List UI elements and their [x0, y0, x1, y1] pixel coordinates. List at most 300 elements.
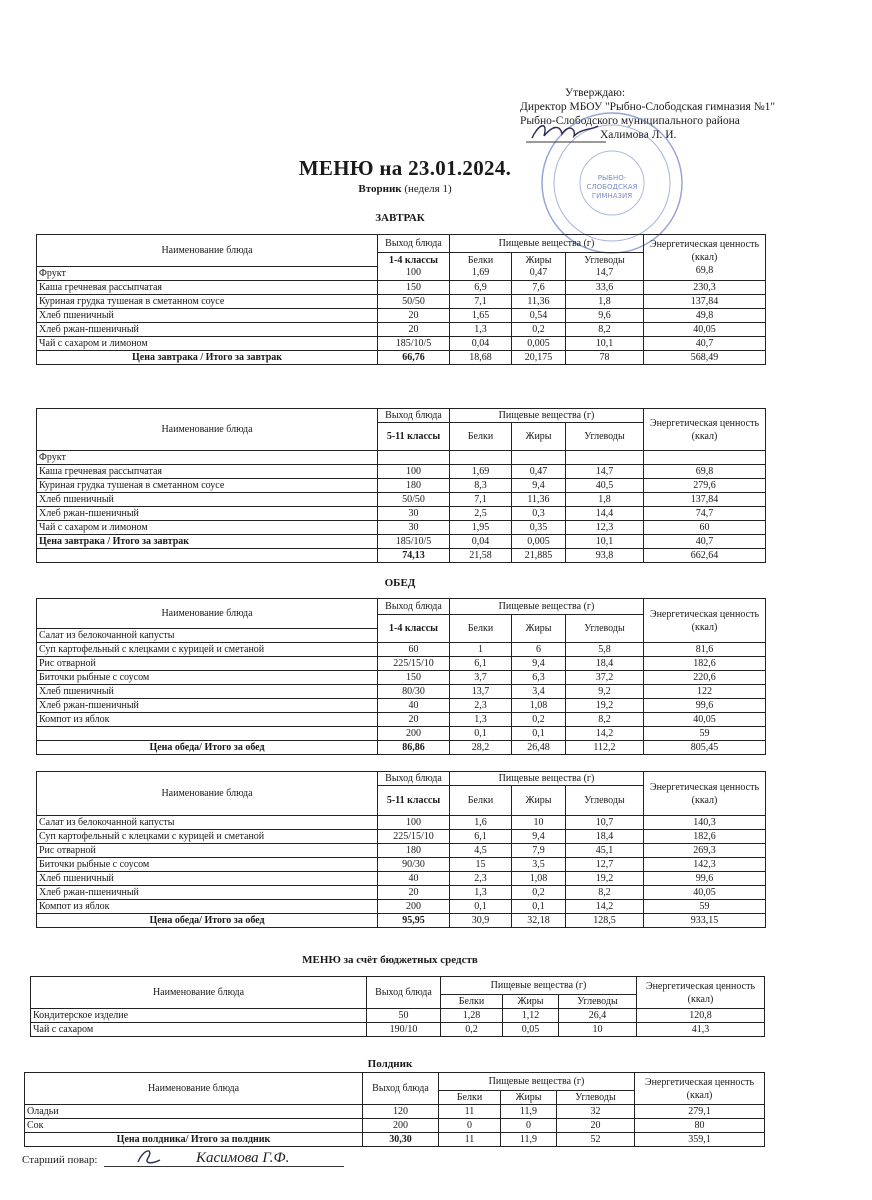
director-signature	[522, 118, 612, 148]
header-carbs: Углеводы	[566, 615, 644, 643]
protein-value: 0	[439, 1119, 501, 1133]
day-line	[0, 183, 810, 195]
header-dish: Наименование блюда	[31, 977, 367, 1009]
energy-value: 40,05	[644, 886, 766, 900]
total-energy: 359,1	[635, 1133, 765, 1147]
header-energy: Энергетическая ценность (ккал)	[637, 977, 765, 1009]
dish-name: Биточки рыбные с соусом	[37, 858, 378, 872]
yield-value: 225/15/10	[378, 830, 450, 844]
table-row	[37, 281, 766, 295]
protein-value: 15	[450, 858, 512, 872]
carbs-value: 40,5	[566, 479, 644, 493]
yield-value: 120	[363, 1105, 439, 1119]
section-snack: Полдник	[367, 1058, 413, 1070]
budget-table	[30, 976, 765, 1037]
total-label: Цена обеда/ Итого за обед	[37, 914, 378, 928]
dish-name: Чай с сахаром и лимоном	[37, 337, 378, 351]
energy-value: 81,6	[644, 643, 766, 657]
table-row	[37, 643, 766, 657]
carbs-value: 14,2	[566, 900, 644, 914]
header-yield: Выход блюда	[367, 977, 441, 1009]
carbs-value: 9,6	[566, 309, 644, 323]
yield-value: 40	[378, 872, 450, 886]
total-energy: 662,64	[644, 549, 766, 563]
fat-value: 11,9	[501, 1105, 557, 1119]
fat-value: 6,3	[512, 671, 566, 685]
breakfast-5-11-table	[36, 408, 766, 563]
yield-value	[378, 451, 450, 465]
header-nutrients: Пищевые вещества (г)	[450, 599, 644, 615]
energy-value	[644, 451, 766, 465]
header-protein: Белки	[450, 786, 512, 816]
fat-value: 6	[512, 643, 566, 657]
protein-value: 2,3	[450, 699, 512, 713]
energy-value: 49,8	[644, 309, 766, 323]
carbs-value: 14,7	[566, 465, 644, 479]
header-nutrients: Пищевые вещества (г)	[450, 409, 644, 423]
protein-value: 0,2	[441, 1023, 503, 1037]
total-row	[37, 549, 766, 563]
dish-name: Кондитерское изделие	[31, 1009, 367, 1023]
section-breakfast: ЗАВТРАК	[375, 212, 425, 224]
energy-value: 69,8	[644, 465, 766, 479]
header-carbs: Углеводы	[559, 995, 637, 1009]
yield-value: 180	[378, 479, 450, 493]
protein-value: 1,69	[471, 266, 490, 278]
approval-name: Халимова Л. И.	[600, 129, 677, 141]
table-row	[25, 1105, 765, 1119]
dish-name: Хлеб ржан-пшеничный	[37, 886, 378, 900]
total-label: Цена завтрака / Итого за завтрак	[37, 351, 378, 365]
dish-name: Хлеб ржан-пшеничный	[37, 323, 378, 337]
total-label: Цена обеда/ Итого за обед	[37, 741, 378, 755]
protein-value: 2,3	[450, 872, 512, 886]
header-energy: Энергетическая ценность (ккал)	[635, 1073, 765, 1105]
table-row	[37, 699, 766, 713]
fat-value: 0,005	[512, 337, 566, 351]
fat-value: 7,9	[512, 844, 566, 858]
total-protein: 30,9	[450, 914, 512, 928]
carbs-value: 10	[559, 1023, 637, 1037]
fat-value: 1,08	[512, 699, 566, 713]
header-protein: Белки 1,69	[450, 253, 512, 281]
header-dish: Наименование блюда	[37, 772, 378, 816]
total-protein: 28,2	[450, 741, 512, 755]
header-dish: Наименование блюда	[37, 409, 378, 451]
protein-value: 1,69	[450, 465, 512, 479]
carbs-value: 12,3	[566, 521, 644, 535]
header-yield: Выход блюда	[378, 409, 450, 423]
fat-value: 10	[512, 816, 566, 830]
breakfast-1-4-table	[36, 234, 766, 365]
energy-value: 59	[644, 727, 766, 741]
fat-value: 0	[501, 1119, 557, 1133]
header-nutrients: Пищевые вещества (г)	[450, 235, 644, 253]
table-row	[25, 1119, 765, 1133]
header-fat: Жиры 0,47	[512, 253, 566, 281]
protein-value	[450, 451, 512, 465]
carbs-value: 10,7	[566, 816, 644, 830]
fat-value: 0,2	[512, 886, 566, 900]
total-carbs: 112,2	[566, 741, 644, 755]
total-carbs: 128,5	[566, 914, 644, 928]
carbs-value: 14,7	[595, 266, 614, 278]
fat-value: 0,54	[512, 309, 566, 323]
table-row	[37, 816, 766, 830]
svg-text:РЫБНО-: РЫБНО-	[597, 174, 627, 182]
protein-value: 6,1	[450, 657, 512, 671]
table-row	[37, 465, 766, 479]
fat-value: 0,1	[512, 727, 566, 741]
carbs-value: 8,2	[566, 886, 644, 900]
energy-value: 40,05	[644, 713, 766, 727]
section-budget: МЕНЮ за счёт бюджетных средств	[302, 954, 478, 966]
total-label: Цена полдника/ Итого за полдник	[25, 1133, 363, 1147]
table-row	[37, 900, 766, 914]
dish-name: Оладьи	[25, 1105, 363, 1119]
energy-value: 122	[644, 685, 766, 699]
protein-value: 1,95	[450, 521, 512, 535]
carbs-value: 1,8	[566, 295, 644, 309]
table-row	[37, 295, 766, 309]
yield-value: 150	[378, 671, 450, 685]
dish-name: Хлеб пшеничный	[37, 872, 378, 886]
header-yield: Выход блюда	[378, 772, 450, 786]
dish-name: Фрукт	[37, 267, 378, 281]
fat-value: 1,12	[503, 1009, 559, 1023]
table-row	[31, 1023, 765, 1037]
carbs-value: 18,4	[566, 830, 644, 844]
carbs-value: 1,8	[566, 493, 644, 507]
total-fat: 21,885	[512, 549, 566, 563]
energy-value: 220,6	[644, 671, 766, 685]
header-grades: 5-11 классы	[378, 423, 450, 451]
protein-value: 0,04	[450, 535, 512, 549]
energy-value: 230,3	[644, 281, 766, 295]
dish-name: Салат из белокочанной капусты	[37, 816, 378, 830]
header-grades: 5-11 классы	[378, 786, 450, 816]
energy-value: 182,6	[644, 830, 766, 844]
protein-value: 8,3	[450, 479, 512, 493]
carbs-value: 33,6	[566, 281, 644, 295]
header-yield: Выход блюда	[378, 599, 450, 615]
carbs-value: 10,1	[566, 337, 644, 351]
header-dish: Наименование блюда	[25, 1073, 363, 1105]
total-spacer	[37, 549, 378, 563]
energy-value: 279,6	[644, 479, 766, 493]
header-grades: 1-4 классы 100	[378, 253, 450, 281]
dish-name: Биточки рыбные с соусом	[37, 671, 378, 685]
table-row	[37, 671, 766, 685]
header-carbs: Углеводы	[566, 423, 644, 451]
header-nutrients: Пищевые вещества (г)	[441, 977, 637, 995]
yield-value: 180	[378, 844, 450, 858]
protein-value: 6,9	[450, 281, 512, 295]
yield-value: 200	[363, 1119, 439, 1133]
energy-value: 40,05	[644, 323, 766, 337]
table-row	[37, 479, 766, 493]
total-row	[37, 741, 766, 755]
energy-value: 59	[644, 900, 766, 914]
lunch-1-4-table	[36, 598, 766, 755]
header-energy: Энергетическая ценность (ккал)	[644, 599, 766, 643]
dish-name: Куриная грудка тушеная в сметанном соусе	[37, 479, 378, 493]
header-nutrients: Пищевые вещества (г)	[450, 772, 644, 786]
carbs-value: 19,2	[566, 699, 644, 713]
fat-value: 1,08	[512, 872, 566, 886]
table-row	[37, 493, 766, 507]
protein-value: 1,6	[450, 816, 512, 830]
carbs-value: 12,7	[566, 858, 644, 872]
yield-value: 20	[378, 323, 450, 337]
fat-value: 3,5	[512, 858, 566, 872]
protein-value: 3,7	[450, 671, 512, 685]
table-row	[37, 844, 766, 858]
carbs-value: 10,1	[566, 535, 644, 549]
total-price: 30,30	[363, 1133, 439, 1147]
dish-name: Хлеб пшеничный	[37, 685, 378, 699]
header-energy: Энергетическая ценность (ккал) 69,8	[644, 235, 766, 281]
protein-value: 0,04	[450, 337, 512, 351]
fat-value: 7,6	[512, 281, 566, 295]
fat-value: 9,4	[512, 479, 566, 493]
fat-value: 0,47	[512, 465, 566, 479]
table-row	[37, 858, 766, 872]
table-row	[37, 451, 766, 465]
dish-name: Хлеб пшеничный	[37, 493, 378, 507]
total-carbs: 93,8	[566, 549, 644, 563]
yield-value: 185/10/5	[378, 337, 450, 351]
total-energy: 805,45	[644, 741, 766, 755]
table-row	[37, 521, 766, 535]
total-carbs: 78	[566, 351, 644, 365]
protein-value: 1	[450, 643, 512, 657]
svg-text:СЛОБОДСКАЯ: СЛОБОДСКАЯ	[586, 183, 638, 191]
header-carbs: Углеводы	[566, 786, 644, 816]
yield-value: 185/10/5	[378, 535, 450, 549]
table-row	[37, 337, 766, 351]
dish-name: Каша гречневая рассыпчатая	[37, 465, 378, 479]
energy-value: 269,3	[644, 844, 766, 858]
row-spacer	[37, 727, 378, 741]
total-fat: 20,175	[512, 351, 566, 365]
yield-value: 20	[378, 886, 450, 900]
fat-value: 11,36	[512, 493, 566, 507]
carbs-value: 18,4	[566, 657, 644, 671]
total-label: Цена завтрака / Итого за завтрак	[37, 535, 378, 549]
energy-value: 41,3	[637, 1023, 765, 1037]
total-protein: 11	[439, 1133, 501, 1147]
energy-value: 99,6	[644, 699, 766, 713]
table-row	[37, 713, 766, 727]
energy-value: 279,1	[635, 1105, 765, 1119]
header-carbs: Углеводы 14,7	[566, 253, 644, 281]
energy-value: 182,6	[644, 657, 766, 671]
yield-value: 20	[378, 309, 450, 323]
protein-value: 2,5	[450, 507, 512, 521]
table-row	[31, 1009, 765, 1023]
protein-value: 13,7	[450, 685, 512, 699]
carbs-value: 45,1	[566, 844, 644, 858]
yield-value: 190/10	[367, 1023, 441, 1037]
carbs-value: 37,2	[566, 671, 644, 685]
header-fat: Жиры	[512, 423, 566, 451]
svg-text:ГИМНАЗИЯ: ГИМНАЗИЯ	[591, 192, 633, 200]
total-price: 86,86	[378, 741, 450, 755]
total-row	[37, 351, 766, 365]
energy-value: 60	[644, 521, 766, 535]
week-number: (неделя 1)	[404, 183, 452, 195]
carbs-value: 32	[557, 1105, 635, 1119]
chef-name: Касимова Г.Ф.	[196, 1150, 290, 1166]
total-energy: 568,49	[644, 351, 766, 365]
dish-name: Компот из яблок	[37, 713, 378, 727]
dish-name: Чай с сахаром	[31, 1023, 367, 1037]
table-row	[37, 309, 766, 323]
dish-name: Куриная грудка тушеная в сметанном соусе	[37, 295, 378, 309]
carbs-value: 26,4	[559, 1009, 637, 1023]
energy-value: 137,84	[644, 295, 766, 309]
fat-value: 9,4	[512, 830, 566, 844]
dish-name: Рис отварной	[37, 844, 378, 858]
carbs-value: 8,2	[566, 713, 644, 727]
fat-value: 0,1	[512, 900, 566, 914]
fat-value: 0,47	[529, 266, 548, 278]
section-lunch: ОБЕД	[384, 577, 416, 589]
yield-value: 60	[378, 643, 450, 657]
energy-value: 142,3	[644, 858, 766, 872]
chef-signature	[104, 1146, 184, 1168]
dish-name: Рис отварной	[37, 657, 378, 671]
protein-value: 1,3	[450, 713, 512, 727]
table-row	[37, 657, 766, 671]
dish-name: Каша гречневая рассыпчатая	[37, 281, 378, 295]
total-row	[37, 914, 766, 928]
carbs-value: 14,2	[566, 727, 644, 741]
protein-value: 1,3	[450, 323, 512, 337]
yield-value: 30	[378, 507, 450, 521]
day-name: Вторник	[358, 183, 402, 195]
table-row	[37, 535, 766, 549]
total-price: 74,13	[378, 549, 450, 563]
carbs-value: 9,2	[566, 685, 644, 699]
energy-value: 40,7	[644, 337, 766, 351]
yield-value: 50/50	[378, 295, 450, 309]
header-protein: Белки	[450, 615, 512, 643]
yield-value: 80/30	[378, 685, 450, 699]
energy-value: 74,7	[644, 507, 766, 521]
lunch-5-11-table	[36, 771, 766, 928]
dish-name: Хлеб ржан-пшеничный	[37, 507, 378, 521]
table-row	[37, 727, 766, 741]
fat-value: 9,4	[512, 657, 566, 671]
total-protein: 21,58	[450, 549, 512, 563]
energy-value: 120,8	[637, 1009, 765, 1023]
header-dish: Наименование блюда	[37, 235, 378, 267]
fat-value: 11,36	[512, 295, 566, 309]
carbs-value: 8,2	[566, 323, 644, 337]
table-row	[37, 886, 766, 900]
fat-value: 0,3	[512, 507, 566, 521]
energy-value: 69,8	[695, 265, 714, 276]
protein-value: 0,1	[450, 727, 512, 741]
dish-name: Хлеб пшеничный	[37, 309, 378, 323]
total-fat: 11,9	[501, 1133, 557, 1147]
dish-name: Компот из яблок	[37, 900, 378, 914]
header-nutrients: Пищевые вещества (г)	[439, 1073, 635, 1091]
yield-value: 150	[378, 281, 450, 295]
carbs-value: 20	[557, 1119, 635, 1133]
dish-name: Фрукт	[37, 451, 378, 465]
carbs-value	[566, 451, 644, 465]
header-protein: Белки	[439, 1091, 501, 1105]
protein-value: 6,1	[450, 830, 512, 844]
total-carbs: 52	[557, 1133, 635, 1147]
protein-value: 1,28	[441, 1009, 503, 1023]
fat-value: 3,4	[512, 685, 566, 699]
approval-district: Рыбно-Слободского муниципального района	[520, 115, 740, 127]
fat-value	[512, 451, 566, 465]
protein-value: 1,65	[450, 309, 512, 323]
header-fat: Жиры	[512, 615, 566, 643]
yield-value: 40	[378, 699, 450, 713]
header-grades: 1-4 классы	[378, 615, 450, 643]
header-energy: Энергетическая ценность (ккал)	[644, 409, 766, 451]
table-row	[37, 830, 766, 844]
total-price: 66,76	[378, 351, 450, 365]
carbs-value: 5,8	[566, 643, 644, 657]
total-fat: 32,18	[512, 914, 566, 928]
dish-name: Салат из белокочанной капусты	[37, 629, 378, 643]
header-yield: Выход блюда	[363, 1073, 439, 1105]
yield-value: 50	[367, 1009, 441, 1023]
approval-director: Директор МБОУ "Рыбно-Слободская гимназия №1"	[520, 101, 776, 113]
fat-value: 0,2	[512, 713, 566, 727]
energy-value: 140,3	[644, 816, 766, 830]
header-yield: Выход блюда	[378, 235, 450, 253]
protein-value: 4,5	[450, 844, 512, 858]
header-carbs: Углеводы	[557, 1091, 635, 1105]
energy-value: 99,6	[644, 872, 766, 886]
protein-value: 1,3	[450, 886, 512, 900]
protein-value: 7,1	[450, 295, 512, 309]
fat-value: 0,35	[512, 521, 566, 535]
dish-name: Хлеб ржан-пшеничный	[37, 699, 378, 713]
header-fat: Жиры	[503, 995, 559, 1009]
total-fat: 26,48	[512, 741, 566, 755]
dish-name: Суп картофельный с клецками с курицей и сметаной	[37, 830, 378, 844]
approval-heading: Утверждаю:	[565, 87, 626, 99]
header-fat: Жиры	[501, 1091, 557, 1105]
table-row	[37, 872, 766, 886]
yield-value: 50/50	[378, 493, 450, 507]
fat-value: 0,005	[512, 535, 566, 549]
fat-value: 0,05	[503, 1023, 559, 1037]
protein-value: 11	[439, 1105, 501, 1119]
dish-name: Суп картофельный с клецками с курицей и сметаной	[37, 643, 378, 657]
header-dish: Наименование блюда	[37, 599, 378, 629]
dish-name: Чай с сахаром и лимоном	[37, 521, 378, 535]
yield-value: 100	[378, 465, 450, 479]
total-price: 95,95	[378, 914, 450, 928]
table-row	[37, 507, 766, 521]
page-title: МЕНЮ на 23.01.2024.	[298, 156, 512, 180]
energy-value: 80	[635, 1119, 765, 1133]
energy-value: 137,84	[644, 493, 766, 507]
yield-value: 20	[378, 713, 450, 727]
table-row	[37, 323, 766, 337]
protein-value: 0,1	[450, 900, 512, 914]
